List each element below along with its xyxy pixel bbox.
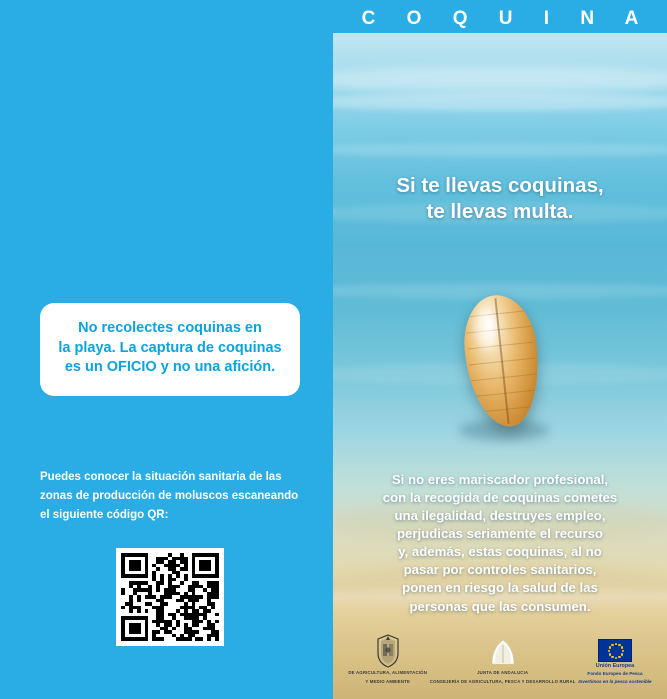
body-copy [353, 471, 647, 616]
junta-andalucia-icon [481, 638, 525, 668]
eu-line-2: Fondo Europeo de Pesca [587, 671, 643, 677]
eu-flag-icon [598, 639, 632, 662]
body-line-3: una ilegalidad, destruyes empleo, [394, 508, 606, 524]
body-line-2: con la recogida de coquinas cometes [382, 490, 618, 506]
callout-line-1: No recolectes coquinas en [78, 320, 262, 336]
headline-line-2: te llevas multa. [426, 199, 574, 223]
callout-line-3-suffix: y no una afición. [156, 359, 276, 376]
qr-instructions: Puedes conocer la situación sanitaria de las zonas de producción de moluscos escaneando el siguiente código QR: [40, 471, 299, 521]
qr-code-icon [121, 553, 219, 641]
logo-ministry [348, 634, 427, 685]
headline-line-1: Si te llevas coquinas, [396, 174, 604, 197]
beach-photo [333, 33, 667, 699]
junta-caption: CONSEJERÍA DE AGRICULTURA, PESCA Y DESARROLLO RURAL [429, 678, 576, 684]
body-line-8: personas que las consumen. [409, 598, 591, 614]
spain-crest-icon [373, 634, 403, 668]
page-title: C O Q U I N A [361, 8, 652, 29]
logo-junta-andalucia [430, 638, 576, 685]
left-panel [0, 0, 333, 699]
coquina-shell-icon [466, 295, 538, 427]
callout-box [40, 303, 300, 396]
callout-line-2: la playa. La captura de coquinas [58, 339, 282, 356]
body-line-5: y, además, estas coquinas, al no [398, 544, 602, 560]
eu-line-3: Invertimos en la pesca sostenible [578, 678, 652, 684]
junta-name: JUNTA DE ANDALUCIA [477, 670, 529, 676]
ministry-caption-line-1: DE AGRICULTURA, ALIMENTACIÓN [348, 670, 428, 676]
body-line-6: pasar por controles sanitarios, [403, 562, 597, 578]
body-line-7: ponen en riesgo la salud de las [402, 580, 598, 596]
logo-bar [333, 634, 667, 685]
callout-emphasis-oficio: OFICIO [106, 359, 157, 376]
qr-code-box [116, 548, 224, 646]
callout-line-3-prefix: es un [64, 359, 107, 376]
body-line-1: Si no eres mariscador profesional, [391, 472, 609, 487]
callout-text [54, 319, 286, 378]
logo-european-union [578, 639, 651, 685]
headline [333, 173, 667, 224]
eu-caption [578, 662, 651, 685]
right-panel [333, 0, 667, 699]
ministry-caption-line-2: Y MEDIO AMBIENTE [365, 678, 411, 684]
eu-line-1: Unión Europea [595, 662, 635, 669]
body-line-4: perjudicas seriamente el recurso [397, 526, 603, 542]
